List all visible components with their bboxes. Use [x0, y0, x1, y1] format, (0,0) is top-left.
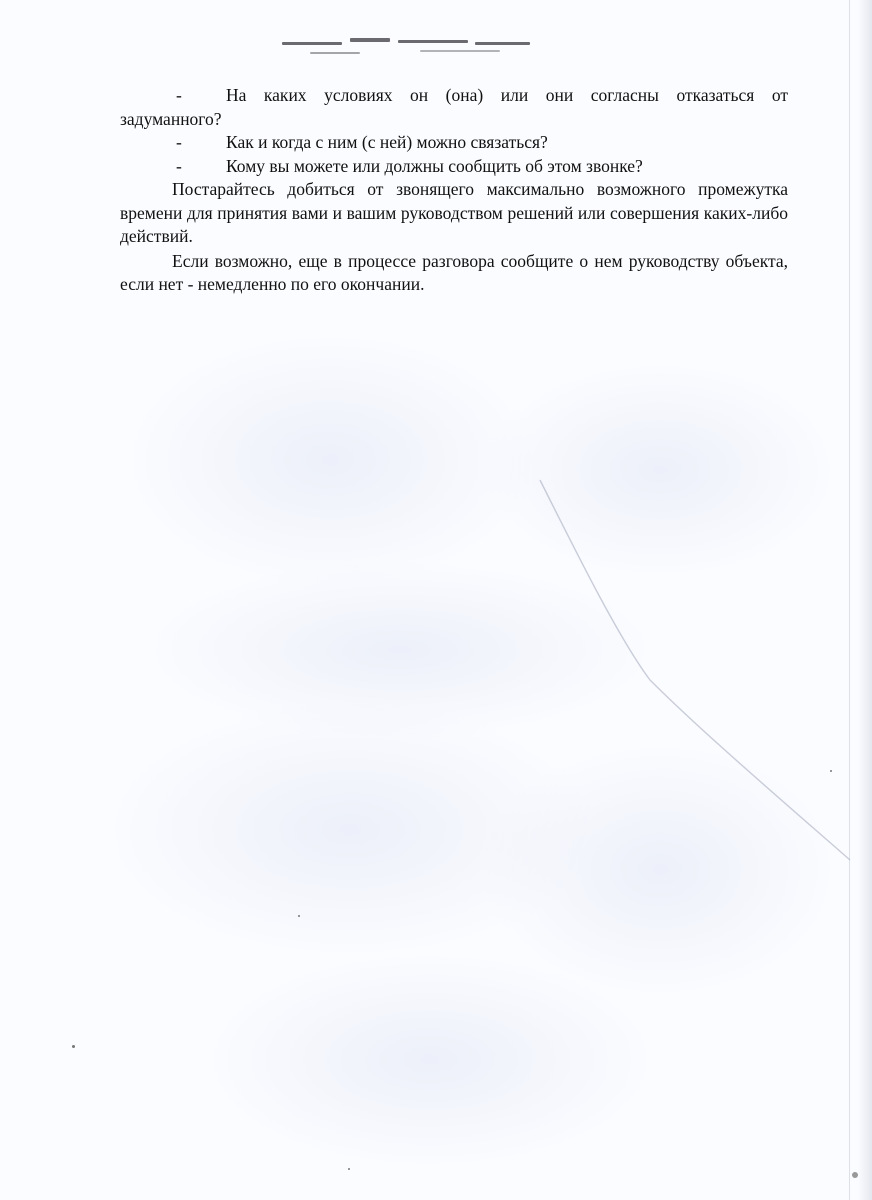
document-body: [120, 84, 788, 297]
dust-speck: [72, 1045, 75, 1048]
list-item: [120, 131, 788, 155]
dust-speck: [830, 770, 832, 772]
list-item-text: Как и когда с ним (с ней) можно связаться?: [226, 132, 548, 152]
dust-speck: [348, 1168, 350, 1170]
list-marker: -: [176, 132, 182, 152]
list-item: [120, 84, 788, 108]
list-item-text: На каких условиях он (она) или они согласны отказаться от: [226, 85, 788, 105]
list-marker: -: [176, 155, 182, 176]
dust-speck: [852, 1172, 858, 1178]
list-item-continuation: задуманного?: [120, 108, 222, 129]
list-item: [120, 155, 788, 179]
scan-smudge: [270, 30, 570, 70]
paragraph: Если возможно, еще в процессе разговора сообщите о нем руководству объекта, если нет - немедленно по его окончании.: [120, 250, 788, 294]
list-marker: -: [176, 85, 182, 105]
list-item-text: Кому вы можете или должны сообщить об этом звонке?: [226, 155, 643, 176]
paragraph: Постарайтесь добиться от звонящего максимально возможного промежутка времени для принятия вами и вашим руководством решений или совершения каких-либо действий.: [120, 179, 788, 246]
dust-speck: [298, 915, 300, 917]
